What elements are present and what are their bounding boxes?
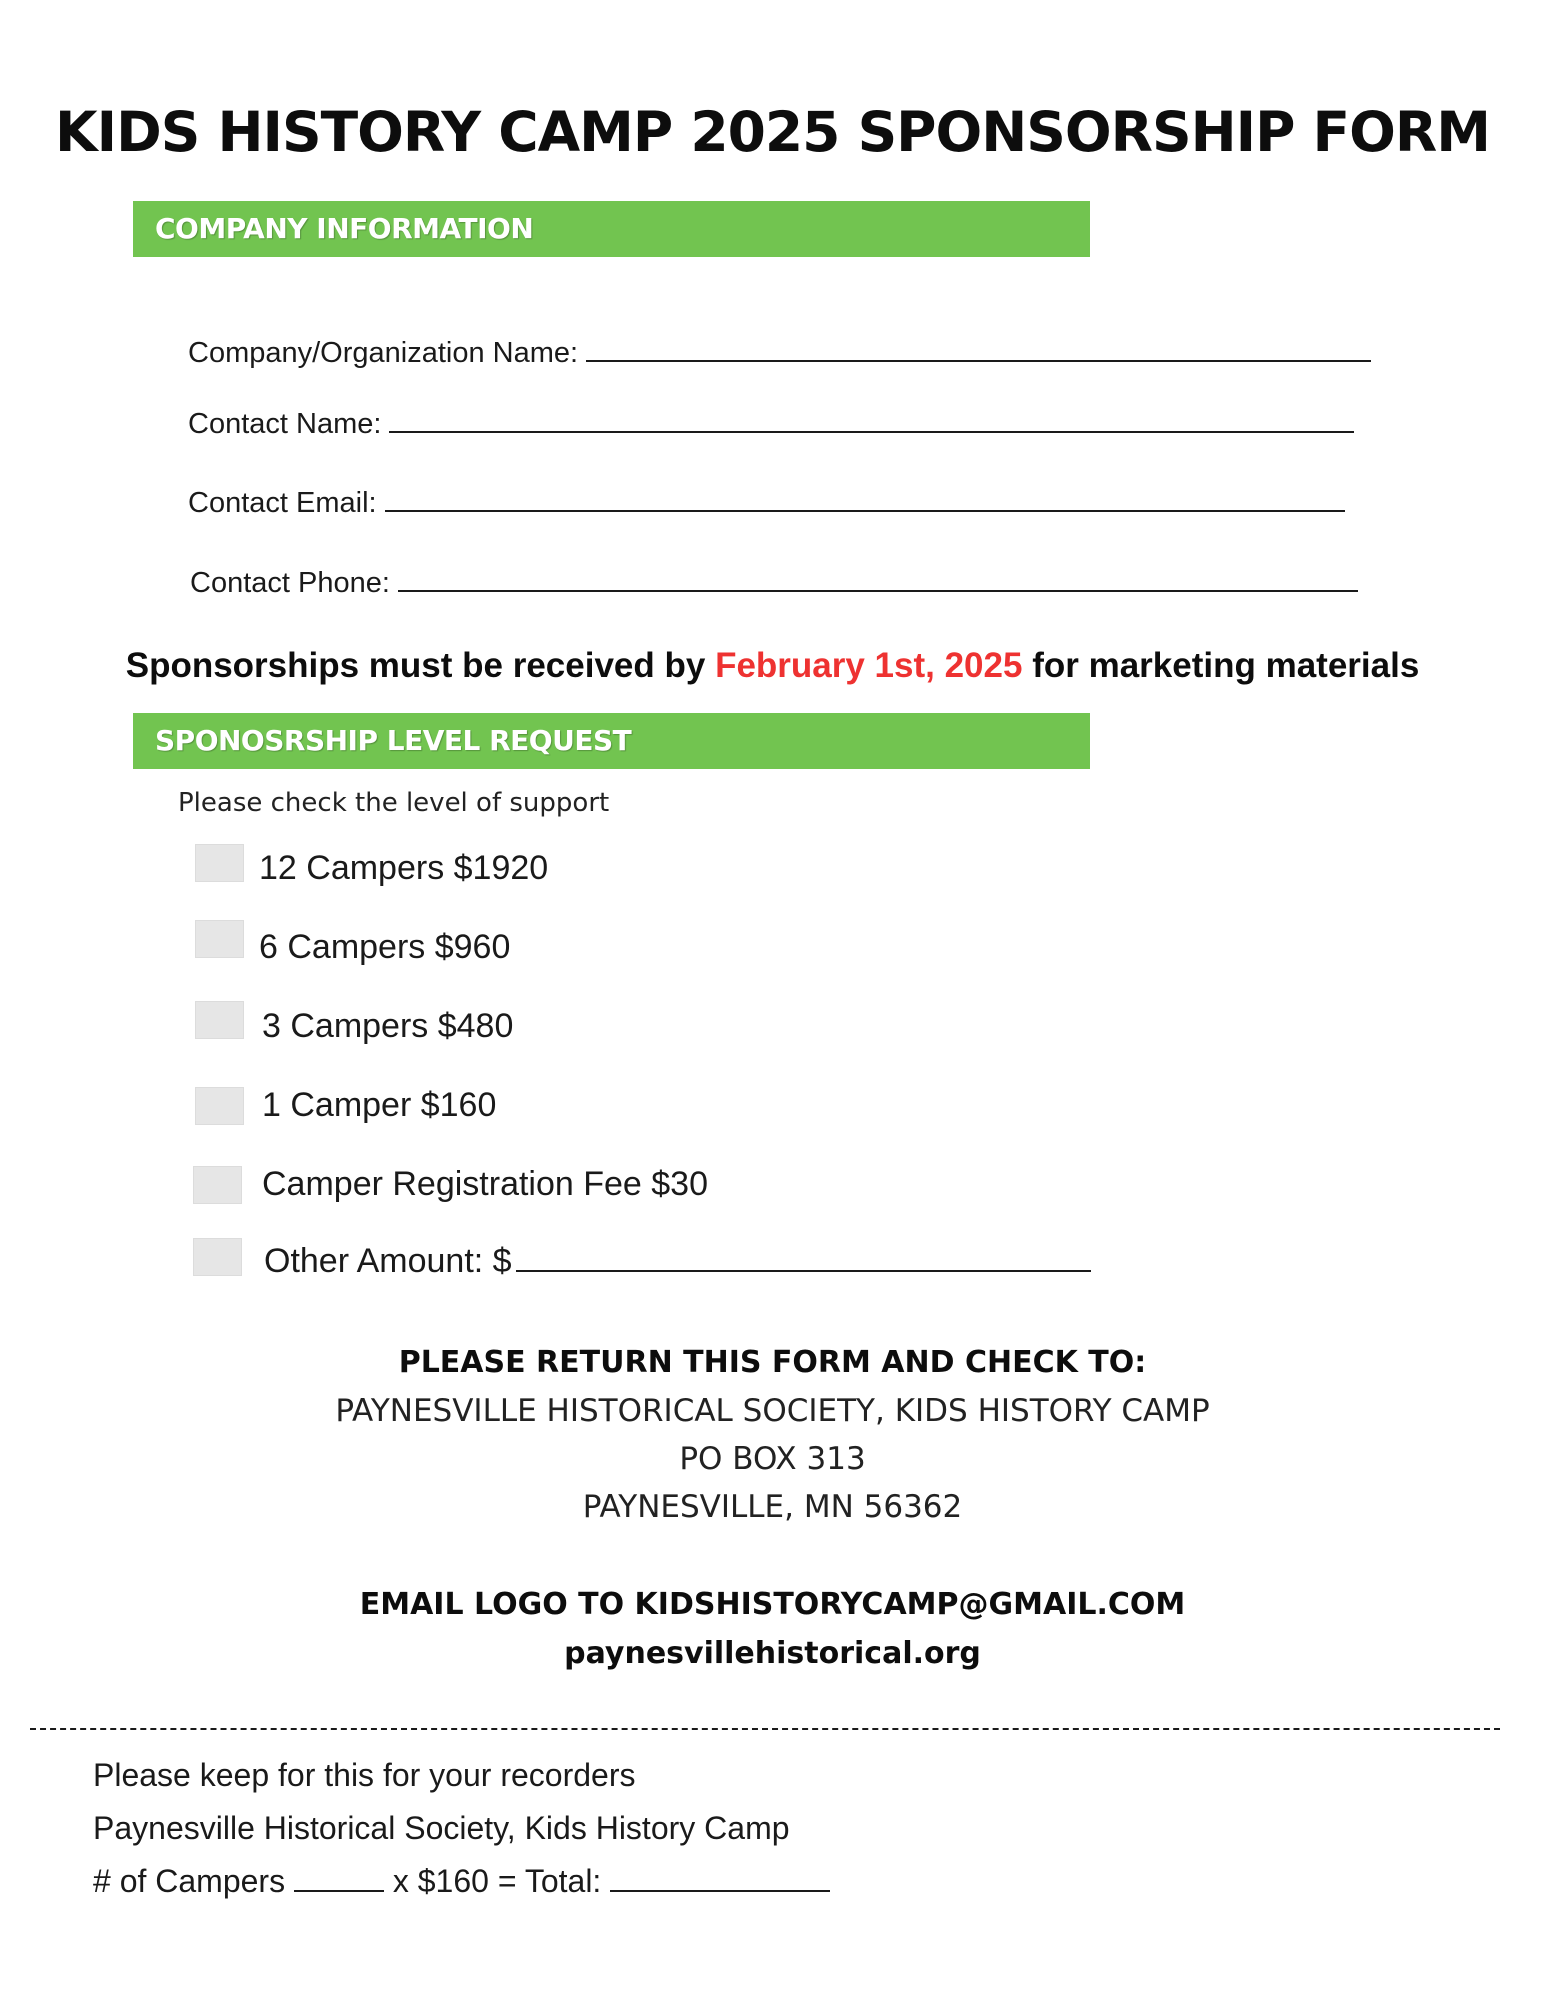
contact-phone-field[interactable] xyxy=(190,567,1358,600)
cut-separator xyxy=(30,1728,1500,1730)
page-title: KIDS HISTORY CAMP 2025 SPONSORSHIP FORM xyxy=(55,100,1490,164)
checkbox-1-camper[interactable] xyxy=(195,1087,244,1125)
option-registration-fee-label: Camper Registration Fee $30 xyxy=(262,1165,709,1203)
checkbox-12-campers[interactable] xyxy=(195,844,244,882)
deadline-notice xyxy=(0,646,1545,686)
option-1-camper-label: 1 Camper $160 xyxy=(262,1086,497,1124)
contact-phone-label: Contact Phone: xyxy=(190,567,390,599)
checkbox-other-amount[interactable] xyxy=(193,1238,242,1276)
company-information-header: COMPANY INFORMATION xyxy=(133,201,1090,257)
contact-phone-input-line[interactable] xyxy=(398,570,1358,592)
contact-email-label: Contact Email: xyxy=(188,487,377,519)
option-other-amount-label: Other Amount: $ xyxy=(264,1242,512,1280)
option-3-campers-label: 3 Campers $480 xyxy=(262,1007,514,1045)
record-calculation xyxy=(93,1863,830,1900)
record-keep-note: Please keep for this for your recorders xyxy=(93,1757,636,1793)
company-name-field[interactable] xyxy=(188,337,1371,370)
record-organization: Paynesville Historical Society, Kids History Camp xyxy=(93,1810,790,1846)
sponsorship-level-header: SPONOSRSHIP LEVEL REQUEST xyxy=(133,713,1090,769)
email-logo-instruction: EMAIL LOGO TO KIDSHISTORYCAMP@GMAIL.COM xyxy=(359,1587,1186,1622)
other-amount-input-line[interactable] xyxy=(516,1248,1091,1272)
level-instruction: Please check the level of support xyxy=(178,788,610,818)
option-12-campers-label: 12 Campers $1920 xyxy=(259,849,549,887)
contact-name-field[interactable] xyxy=(188,408,1354,441)
address-line-3: PAYNESVILLE, MN 56362 xyxy=(582,1489,963,1525)
notice-text-after: for marketing materials xyxy=(1022,646,1420,685)
checkbox-3-campers[interactable] xyxy=(195,1001,244,1039)
checkbox-6-campers[interactable] xyxy=(195,920,244,958)
checkbox-registration-fee[interactable] xyxy=(193,1166,242,1204)
contact-email-field[interactable] xyxy=(188,487,1345,520)
address-line-2: PO BOX 313 xyxy=(679,1441,866,1477)
notice-text-before: Sponsorships must be received by xyxy=(125,646,716,685)
option-6-campers-label: 6 Campers $960 xyxy=(259,928,511,966)
return-form-heading: PLEASE RETURN THIS FORM AND CHECK TO: xyxy=(398,1345,1147,1380)
notice-deadline-date: February 1st, 2025 xyxy=(715,646,1023,685)
company-name-label: Company/Organization Name: xyxy=(188,337,579,369)
campers-count-input-line[interactable] xyxy=(294,1870,384,1892)
company-name-input-line[interactable] xyxy=(586,340,1371,362)
total-input-line[interactable] xyxy=(610,1870,830,1892)
campers-count-label: # of Campers xyxy=(93,1863,286,1899)
contact-email-input-line[interactable] xyxy=(385,490,1345,512)
total-formula-label: x $160 = Total: xyxy=(383,1863,602,1899)
address-line-1: PAYNESVILLE HISTORICAL SOCIETY, KIDS HISTORY CAMP xyxy=(335,1393,1210,1429)
contact-name-label: Contact Name: xyxy=(188,408,382,440)
option-other-amount xyxy=(264,1242,1091,1281)
website-url: paynesvillehistorical.org xyxy=(564,1636,981,1671)
contact-name-input-line[interactable] xyxy=(389,411,1354,433)
